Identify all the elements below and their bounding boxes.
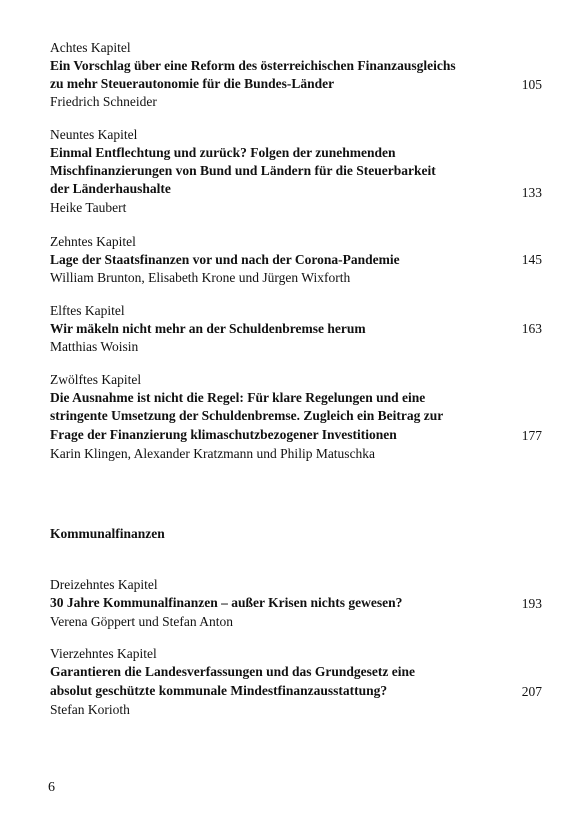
chapter-title-line: Wir mäkeln nicht mehr an der Schuldenbremse herum bbox=[50, 321, 366, 336]
page-folio: 6 bbox=[48, 780, 55, 795]
section-heading: Kommunalfinanzen bbox=[50, 526, 165, 541]
page-number: 193 bbox=[521, 596, 542, 611]
page-number: 163 bbox=[521, 321, 542, 336]
chapter-title-line: 30 Jahre Kommunalfinanzen – außer Krisen nichts gewesen? bbox=[50, 595, 403, 610]
chapter-authors: Verena Göppert und Stefan Anton bbox=[50, 614, 233, 629]
chapter-title-line: Einmal Entflechtung und zurück? Folgen der zunehmenden bbox=[50, 145, 396, 160]
page-number: 105 bbox=[521, 77, 542, 92]
chapter-authors: Matthias Woisin bbox=[50, 339, 139, 354]
chapter-label: Elftes Kapitel bbox=[50, 303, 125, 318]
chapter-authors: Stefan Korioth bbox=[50, 702, 130, 717]
chapter-title-line: Die Ausnahme ist nicht die Regel: Für klare Regelungen und eine bbox=[50, 390, 426, 405]
chapter-title-line: Ein Vorschlag über eine Reform des österreichischen Finanzausgleichs bbox=[50, 58, 456, 73]
chapter-label: Zehntes Kapitel bbox=[50, 234, 136, 249]
chapter-label: Achtes Kapitel bbox=[50, 40, 131, 55]
chapter-title-line: absolut geschützte kommunale Mindestfinanzausstattung? bbox=[50, 683, 388, 698]
page-number: 207 bbox=[521, 684, 542, 699]
chapter-label: Zwölftes Kapitel bbox=[50, 372, 142, 387]
chapter-label: Vierzehntes Kapitel bbox=[50, 646, 157, 661]
chapter-authors: Karin Klingen, Alexander Kratzmann und Philip Matuschka bbox=[50, 446, 376, 461]
chapter-title-line: stringente Umsetzung der Schuldenbremse. Zugleich ein Beitrag zur bbox=[50, 408, 444, 423]
chapter-label: Neuntes Kapitel bbox=[50, 127, 138, 142]
chapter-authors: Friedrich Schneider bbox=[50, 94, 157, 109]
chapter-label: Dreizehntes Kapitel bbox=[50, 577, 158, 592]
chapter-title-line: zu mehr Steuerautonomie für die Bundes-Länder bbox=[50, 76, 335, 91]
page-number: 133 bbox=[521, 185, 542, 200]
chapter-title-line: Frage der Finanzierung klimaschutzbezogener Investitionen bbox=[50, 427, 397, 442]
chapter-authors: William Brunton, Elisabeth Krone und Jürgen Wixforth bbox=[50, 270, 351, 285]
page-number: 177 bbox=[521, 428, 542, 443]
chapter-authors: Heike Taubert bbox=[50, 200, 127, 215]
chapter-title-line: Mischfinanzierungen von Bund und Ländern für die Steuerbarkeit bbox=[50, 163, 436, 178]
page-number: 145 bbox=[521, 252, 542, 267]
chapter-title-line: Garantieren die Landesverfassungen und das Grundgesetz eine bbox=[50, 664, 416, 679]
chapter-title-line: der Länderhaushalte bbox=[50, 181, 171, 196]
chapter-title-line: Lage der Staatsfinanzen vor und nach der Corona-Pandemie bbox=[50, 252, 400, 267]
